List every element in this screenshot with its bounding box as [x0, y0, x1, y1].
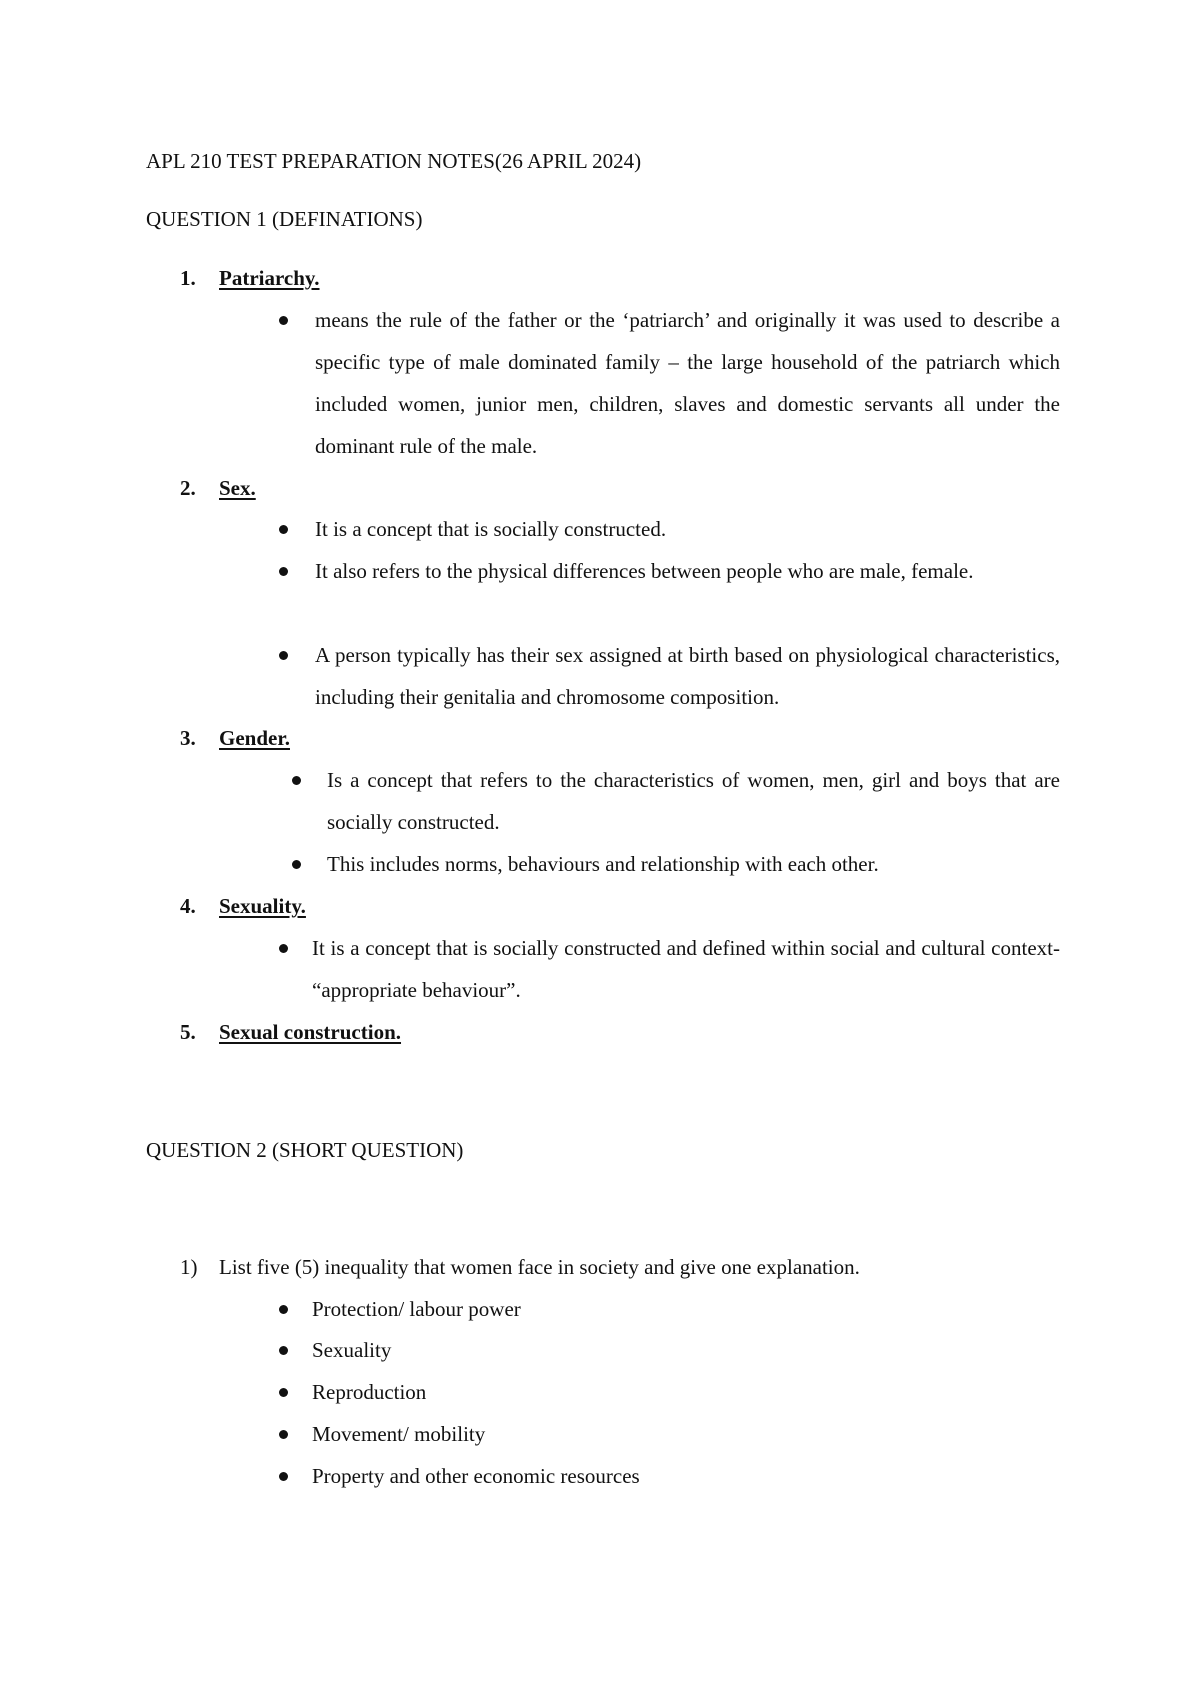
- term-sexual-construction: Sexual construction.: [219, 1020, 402, 1044]
- definition-text: It is a concept that is socially constructed.: [315, 517, 667, 541]
- item-number: 3.: [180, 726, 196, 750]
- answer-item: Property and other economic resources: [312, 1464, 640, 1488]
- bullet-icon: [279, 1472, 288, 1481]
- question-text: List five (5) inequality that women face in society and give one explanation.: [219, 1255, 860, 1279]
- bullet-icon: [279, 1305, 288, 1314]
- bullet-icon: [292, 860, 301, 869]
- item-number: 4.: [180, 894, 196, 918]
- bullet-icon: [279, 1388, 288, 1397]
- question-1-heading: QUESTION 1 (DEFINATIONS): [146, 207, 423, 231]
- bullet-icon: [279, 316, 288, 325]
- definition-text: means the rule of the father or the ‘patriarch’ and originally it was used to describe a specific type of male dominated family – the large household of the patriarch which included women, junior men, children, slaves and domestic servants all under the dominant rule of the male.: [315, 308, 1060, 458]
- document-title: APL 210 TEST PREPARATION NOTES(26 APRIL 2024): [146, 149, 642, 173]
- term-sexuality: Sexuality.: [219, 894, 306, 918]
- question-2-heading: QUESTION 2 (SHORT QUESTION): [146, 1138, 464, 1162]
- bullet-icon: [279, 1346, 288, 1355]
- bullet-icon: [279, 651, 288, 660]
- term-sex: Sex.: [219, 476, 256, 500]
- bullet-icon: [292, 776, 301, 785]
- definition-text: It also refers to the physical differences between people who are male, female.: [315, 559, 974, 583]
- item-number: 5.: [180, 1020, 196, 1044]
- item-number: 1): [180, 1255, 198, 1279]
- answer-item: Movement/ mobility: [312, 1422, 486, 1446]
- answer-item: Protection/ labour power: [312, 1297, 521, 1321]
- item-number: 2.: [180, 476, 196, 500]
- definition-text: Is a concept that refers to the characteristics of women, men, girl and boys that are socially constructed.: [327, 768, 1060, 834]
- answer-item: Sexuality: [312, 1338, 392, 1362]
- definition-text: This includes norms, behaviours and relationship with each other.: [327, 852, 879, 876]
- answer-item: Reproduction: [312, 1380, 427, 1404]
- bullet-icon: [279, 944, 288, 953]
- bullet-icon: [279, 525, 288, 534]
- term-gender: Gender.: [219, 726, 290, 750]
- item-number: 1.: [180, 266, 196, 290]
- term-patriarchy: Patriarchy.: [219, 266, 320, 290]
- definition-text: It is a concept that is socially constructed and defined within social and cultural context- “appropriate behaviour”.: [312, 936, 1060, 1002]
- bullet-icon: [279, 567, 288, 576]
- definition-text: A person typically has their sex assigned at birth based on physiological characteristics, including their genitalia and chromosome composition.: [315, 643, 1060, 709]
- bullet-icon: [279, 1430, 288, 1439]
